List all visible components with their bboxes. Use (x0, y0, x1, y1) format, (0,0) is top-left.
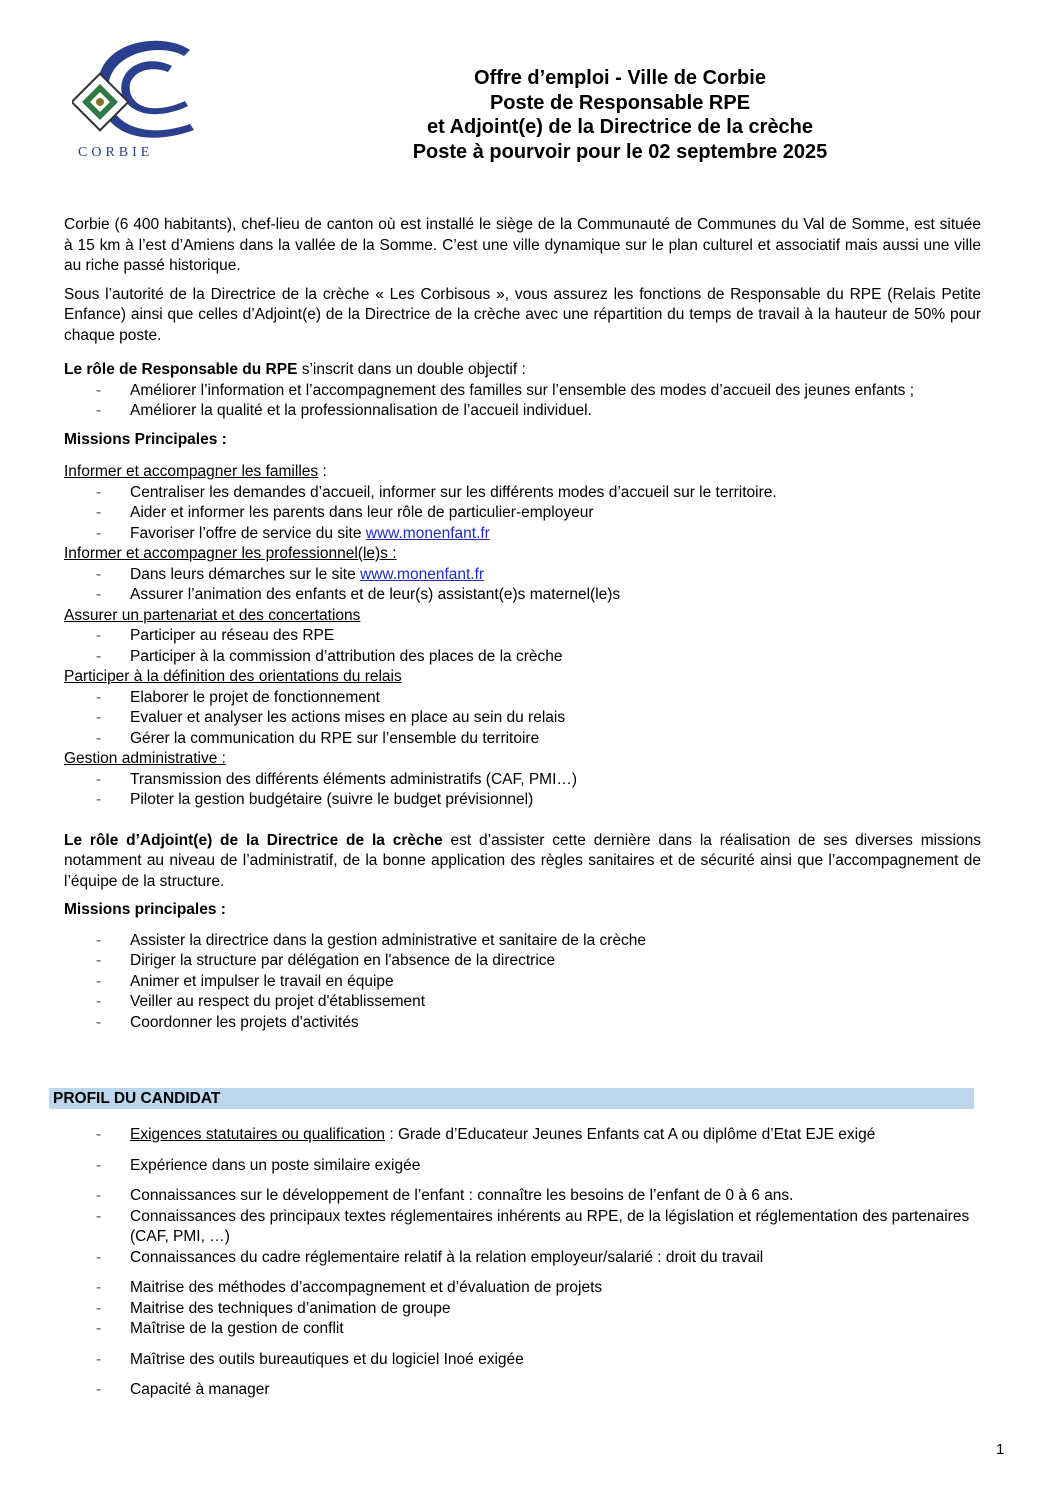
list-item-text (130, 1299, 981, 1320)
mission-item (64, 770, 981, 791)
bullet-dash: - (96, 1126, 102, 1143)
profil-item (64, 1125, 981, 1146)
profil-item-text: Capacité à manager (130, 1381, 270, 1398)
profil-item (64, 1380, 981, 1401)
mission-item-label: Participer au réseau des RPE (130, 627, 335, 644)
list-item-text (130, 1248, 981, 1269)
list-item-text (130, 483, 981, 504)
mission-group-suffix: : (318, 463, 327, 480)
rpe-objectives (64, 381, 981, 422)
profil-item-text: : Grade d’Educateur Jeunes Enfants cat A ou diplôme d’Etat EJE exigé (385, 1126, 876, 1143)
mission-item (64, 708, 981, 729)
profil-item-text: Expérience dans un poste similaire exigée (130, 1156, 421, 1174)
mission-item-label: Participer à la commission d’attribution des places de la crèche (130, 647, 563, 665)
mission-group-heading (64, 749, 981, 770)
adjoint-mission-item (64, 931, 981, 952)
list-item-text (130, 1156, 981, 1177)
title-line: Offre d’emploi - Ville de Corbie (474, 67, 766, 89)
profil-heading: PROFIL DU CANDIDAT (49, 1088, 974, 1109)
profil-item (64, 1319, 981, 1340)
bullet-dash: - (96, 972, 102, 990)
adjoint-lead (64, 831, 981, 893)
list-item-text (130, 790, 981, 811)
list-item-text: Veiller au respect du projet d'établissement (130, 993, 426, 1010)
bullet-dash: - (96, 381, 102, 399)
bullet-dash: - (96, 729, 102, 747)
mission-item (64, 626, 981, 647)
mission-group-title: Informer et accompagner les familles (64, 463, 319, 480)
bullet-dash: - (96, 586, 102, 603)
mission-item (64, 524, 981, 545)
list-item-text (130, 688, 981, 709)
mission-group-title: Assurer un partenariat et des concertations (64, 606, 361, 624)
list-item-text: Améliorer l’information et l’accompagnement des familles sur l’ensemble des modes d’accueil des jeunes enfants ; (130, 381, 914, 399)
rpe-missions-heading: Missions Principales : (64, 430, 227, 448)
rpe-lead-rest: s’inscrit dans un double objectif : (297, 361, 526, 378)
list-item-text (130, 647, 981, 668)
list-item-text (130, 565, 981, 586)
list-item-text (130, 626, 981, 647)
bullet-dash: - (96, 1187, 102, 1204)
mission-item-label: Aider et informer les parents dans leur rôle de particulier-employeur (130, 504, 594, 521)
list-item-text: Améliorer la qualité et la professionnalisation de l’accueil individuel. (130, 402, 592, 419)
page-number: 1 (996, 1441, 1005, 1458)
intro-paragraph: Corbie (6 400 habitants), chef-lieu de canton où est installé le siège de la Communauté de Communes du Val de Somme, est située à 15 km à l’est d’Amiens dans la vallée de la Somme. C’est une ville dynamique sur le plan culturel et associatif mais aussi une ville au riche passé historique. (64, 216, 981, 274)
logo-text: CORBIE (78, 145, 154, 160)
mission-item-label: Centraliser les demandes d’accueil, informer sur les différents modes d’accueil sur le territoire. (130, 483, 777, 501)
mission-item (64, 585, 981, 606)
bullet-dash: - (96, 1299, 102, 1317)
mission-group-heading (64, 462, 981, 483)
mission-item (64, 483, 981, 504)
bullet-dash: - (96, 402, 102, 419)
bullet-dash: - (96, 627, 102, 644)
list-item-text (130, 1319, 981, 1340)
bullet-dash: - (96, 770, 102, 788)
bullet-dash: - (96, 993, 102, 1010)
bullet-dash: - (96, 1207, 102, 1225)
adjoint-mission-list (64, 931, 981, 1034)
list-item-text: Coordonner les projets d'activités (130, 1013, 359, 1031)
bullet-dash: - (96, 483, 102, 501)
profil-item (64, 1248, 981, 1269)
bullet-dash: - (96, 688, 102, 706)
list-item-text (130, 585, 981, 606)
list-item-text (130, 1186, 981, 1207)
bullet-dash: - (96, 524, 102, 542)
list-item-text (130, 708, 981, 729)
rpe-mission-groups (64, 462, 981, 811)
intro-paragraph: Sous l’autorité de la Directrice de la crèche « Les Corbisous », vous assurez les fonctions de Responsable du RPE (Relais Petite Enfance) ainsi que celles d’Adjoint(e) de la Directrice de la crèche avec une répartition du temps de travail à la hauteur de 50% pour chaque poste. (64, 285, 981, 344)
profil-item-text: Connaissances sur le développement de l’enfant : connaître les besoins de l’enfant de 0 à 6 ans. (130, 1187, 794, 1204)
monenfant-link[interactable]: www.monenfant.fr (365, 524, 490, 542)
adjoint-mission-item (64, 951, 981, 972)
bullet-dash: - (96, 565, 102, 583)
profil-item (64, 1207, 981, 1248)
mission-item-label: Assurer l’animation des enfants et de leur(s) assistant(e)s maternel(le)s (130, 586, 621, 603)
list-item-text (130, 1278, 981, 1299)
mission-item-label: Dans leurs démarches sur le site (130, 565, 361, 583)
bullet-dash: - (96, 931, 102, 949)
mission-item-label: Piloter la gestion budgétaire (suivre le budget prévisionnel) (130, 791, 534, 808)
profil-item (64, 1156, 981, 1177)
list-item-text (130, 1207, 981, 1248)
mission-item (64, 503, 981, 524)
bullet-dash: - (96, 1350, 102, 1368)
list-item-text: Assister la directrice dans la gestion administrative et sanitaire de la crèche (130, 931, 647, 949)
list-item-text (130, 770, 981, 791)
bullet-dash: - (96, 504, 102, 521)
list-item-text (130, 524, 981, 545)
mission-group-title: Participer à la définition des orientations du relais (64, 668, 402, 685)
adjoint-lead-rest: est d’assister cette dernière dans la réalisation de ses diverses missions notamment au niveau de l’administratif, de la bonne application des règles sanitaires et de sécurité ainsi que l’accompagnement de l’équipe de la structure. (64, 831, 981, 890)
profil-item (64, 1278, 981, 1299)
rpe-lead (64, 360, 981, 381)
profil-item-text: Connaissances des principaux textes réglementaires inhérents au RPE, de la législation et réglementation des partenaires (CAF, PMI, …) (130, 1207, 970, 1245)
mission-item-label: Transmission des différents éléments administratifs (CAF, PMI…) (130, 770, 578, 788)
mission-item-label: Elaborer le projet de fonctionnement (130, 688, 380, 706)
list-item-text (130, 729, 981, 750)
job-description (64, 215, 981, 1033)
mission-item-label: Favoriser l’offre de service du site (130, 524, 366, 542)
mission-item (64, 790, 981, 811)
adjoint-lead-bold: Le rôle d’Adjoint(e) de la Directrice de la crèche (64, 831, 443, 849)
mission-group-heading (64, 544, 981, 565)
monenfant-link[interactable]: www.monenfant.fr (360, 565, 485, 583)
objective-item (64, 381, 981, 402)
profil-item-underlined: Exigences statutaires ou qualification (130, 1126, 386, 1143)
adjoint-mission-item (64, 972, 981, 993)
title-line: et Adjoint(e) de la Directrice de la crèche (426, 116, 814, 138)
profil-item-text: Maîtrise des outils bureautiques et du logiciel Inoé exigée (130, 1350, 524, 1368)
profil-item (64, 1350, 981, 1371)
mission-item (64, 729, 981, 750)
bullet-dash: - (96, 709, 102, 726)
bullet-dash: - (96, 1013, 102, 1031)
profil-list (64, 1125, 981, 1401)
list-item-text (130, 1350, 981, 1371)
mission-group-heading (64, 606, 981, 627)
profil-item (64, 1186, 981, 1207)
page-title (340, 66, 900, 164)
profil-item-text: Maitrise des techniques d’animation de groupe (130, 1299, 451, 1317)
list-item-text: Animer et impulser le travail en équipe (130, 972, 394, 990)
list-item-text (130, 1380, 981, 1401)
title-line: Poste de Responsable RPE (489, 91, 751, 114)
bullet-dash: - (96, 1279, 102, 1296)
list-item-text: Diriger la structure par délégation en l'absence de la directrice (130, 952, 556, 969)
mission-group-heading (64, 667, 981, 688)
list-item-text (130, 1125, 981, 1146)
adjoint-missions-heading: Missions principales : (64, 901, 226, 918)
bullet-dash: - (96, 791, 102, 808)
title-line: Poste à pourvoir pour le 02 septembre 2025 (412, 140, 828, 163)
mission-item (64, 647, 981, 668)
bullet-dash: - (96, 1156, 102, 1174)
profil-item-text: Maîtrise de la gestion de conflit (130, 1320, 344, 1337)
bullet-dash: - (96, 647, 102, 665)
mission-group-title: Informer et accompagner les professionnel(le)s : (64, 545, 397, 562)
mission-item (64, 688, 981, 709)
adjoint-mission-item (64, 1013, 981, 1034)
rpe-lead-bold: Le rôle de Responsable du RPE (64, 361, 298, 378)
bullet-dash: - (96, 1381, 102, 1398)
profil-item-text: Maitrise des méthodes d’accompagnement et d’évaluation de projets (130, 1279, 603, 1296)
profil-item (64, 1299, 981, 1320)
mission-item-label: Gérer la communication du RPE sur l’ensemble du territoire (130, 729, 540, 747)
profil-item-text: Connaissances du cadre réglementaire relatif à la relation employeur/salarié : droit du travail (130, 1248, 764, 1266)
bullet-dash: - (96, 952, 102, 969)
list-item-text (130, 503, 981, 524)
objective-item (64, 401, 981, 422)
mission-group-title: Gestion administrative : (64, 750, 226, 767)
bullet-dash: - (96, 1248, 102, 1266)
mission-item-label: Evaluer et analyser les actions mises en place au sein du relais (130, 709, 566, 726)
mission-item (64, 565, 981, 586)
bullet-dash: - (96, 1320, 102, 1337)
adjoint-mission-item (64, 992, 981, 1013)
